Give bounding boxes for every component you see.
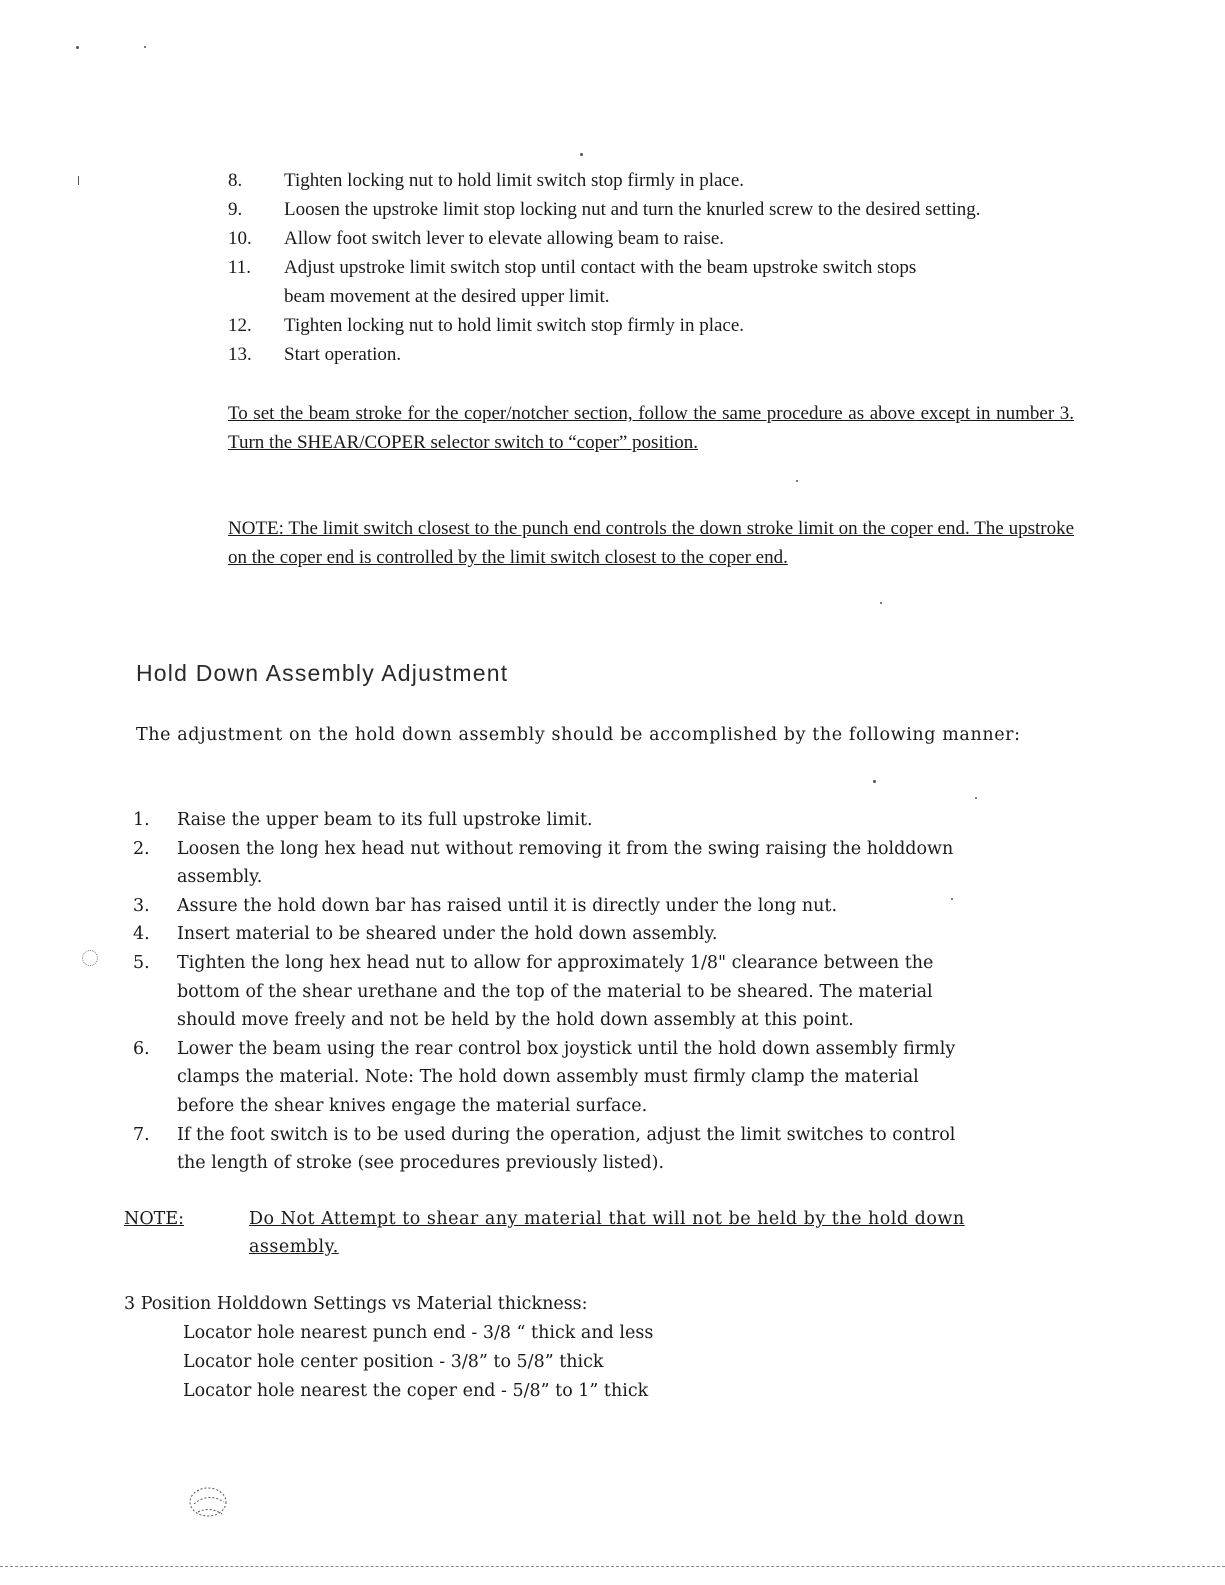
step-line: Adjust upstroke limit switch stop until contact with the beam upstroke switch stops [284, 257, 917, 278]
step-item [228, 311, 1128, 340]
step-text [177, 1121, 1063, 1178]
step-line: Raise the upper beam to its full upstroke limit. [177, 810, 593, 830]
step-text [177, 835, 1063, 892]
scan-speck [76, 46, 79, 49]
step-text [278, 253, 1128, 311]
step-number: 11. [228, 257, 252, 278]
step-item [228, 195, 1128, 224]
scan-speck [873, 780, 876, 783]
step-line: Allow foot switch lever to elevate allowing beam to raise. [284, 228, 725, 249]
hold-down-steps-list [133, 806, 1063, 1178]
step-item [228, 166, 1128, 195]
step-line: beam movement at the desired upper limit. [284, 286, 610, 307]
step-item [133, 892, 1063, 921]
step-number: 7. [133, 1124, 150, 1145]
step-text [278, 311, 1128, 340]
settings-item: Locator hole center position - 3/8” to 5/8” thick [183, 1352, 604, 1372]
step-item [228, 253, 1128, 311]
step-item [133, 1121, 1063, 1178]
step-line: Tighten locking nut to hold limit switch stop firmly in place. [284, 170, 745, 191]
step-line: assembly. [177, 867, 263, 888]
scan-speck [796, 480, 798, 482]
step-line: before the shear knives engage the material surface. [177, 1095, 648, 1116]
scan-speck [78, 176, 79, 185]
step-line: Loosen the long hex head nut without removing it from the swing raising the holddown [177, 838, 954, 859]
step-number: 13. [228, 344, 252, 365]
step-text [177, 806, 1063, 835]
warning-note-label: NOTE: [124, 1209, 185, 1229]
step-line: the length of stroke (see procedures previously listed). [177, 1153, 665, 1174]
step-text [177, 949, 1063, 1035]
warning-note-text [124, 1205, 1084, 1261]
holddown-settings [124, 1290, 1024, 1406]
scan-speck [580, 153, 583, 156]
step-line: Loosen the upstroke limit stop locking nut and turn the knurled screw to the desired setting. [284, 199, 981, 220]
step-text [278, 224, 1128, 253]
settings-heading: 3 Position Holddown Settings vs Material thickness: [124, 1294, 588, 1314]
step-text [177, 1035, 1063, 1121]
step-text [177, 892, 1063, 921]
step-line: Start operation. [284, 344, 402, 365]
step-number: 9. [228, 199, 243, 220]
settings-item: Locator hole nearest the coper end - 5/8” to 1” thick [183, 1381, 649, 1401]
step-line: bottom of the shear urethane and the top of the material to be sheared. The material [177, 981, 933, 1002]
step-line: clamps the material. Note: The hold down assembly must firmly clamp the material [177, 1067, 919, 1088]
scan-stamp-mark [186, 1484, 232, 1522]
step-number: 1. [133, 810, 150, 830]
step-text [177, 920, 1063, 949]
step-number: 10. [228, 228, 252, 249]
coper-stroke-paragraph: To set the beam stroke for the coper/notcher section, follow the same procedure as above except in number 3. Turn the SHEAR/COPER selector switch to “coper” position. [228, 403, 1074, 453]
step-line: Assure the hold down bar has raised until it is directly under the long nut. [177, 895, 838, 916]
step-item [133, 835, 1063, 892]
step-line: Tighten the long hex head nut to allow for approximately 1/8" clearance between the [177, 952, 934, 973]
warning-note-line: assembly. [249, 1237, 339, 1257]
step-number: 3. [133, 895, 150, 916]
step-line: Insert material to be sheared under the hold down assembly. [177, 924, 718, 945]
step-line: Lower the beam using the rear control box joystick until the hold down assembly firmly [177, 1038, 956, 1059]
step-item [133, 1035, 1063, 1121]
step-number: 12. [228, 315, 252, 336]
step-item [133, 920, 1063, 949]
intro-paragraph: The adjustment on the hold down assembly should be accomplished by the following manner: [136, 725, 1021, 745]
step-text [278, 195, 1128, 224]
step-number: 4. [133, 924, 150, 945]
warning-note-line: Do Not Attempt to shear any material that will not be held by the hold down [249, 1209, 965, 1229]
step-item [228, 340, 1128, 369]
step-line: should move freely and not be held by the hold down assembly at this point. [177, 1010, 854, 1031]
step-text [278, 166, 1128, 195]
page-bottom-rule [0, 1566, 1225, 1567]
settings-item: Locator hole nearest punch end - 3/8 “ thick and less [183, 1323, 654, 1343]
limit-switch-note: NOTE: The limit switch closest to the punch end controls the down stroke limit on the coper end. The upstroke on the coper end is controlled by the limit switch closest to the coper end. [228, 518, 1074, 568]
step-line: Tighten locking nut to hold limit switch stop firmly in place. [284, 315, 745, 336]
scan-speck [880, 602, 882, 604]
step-number: 2. [133, 838, 150, 859]
step-text [278, 340, 1128, 369]
scan-speck [144, 46, 146, 48]
step-item [228, 224, 1128, 253]
step-line: If the foot switch is to be used during the operation, adjust the limit switches to control [177, 1124, 956, 1145]
step-item [133, 806, 1063, 835]
scan-speck [951, 898, 953, 900]
scan-speck [82, 950, 98, 966]
step-item [133, 949, 1063, 1035]
step-number: 8. [228, 170, 243, 191]
step-number: 6. [133, 1038, 150, 1059]
step-number: 5. [133, 952, 150, 973]
scan-speck [975, 797, 977, 799]
top-steps-list [228, 166, 1128, 369]
warning-note [124, 1205, 1084, 1261]
section-title: Hold Down Assembly Adjustment [136, 660, 509, 686]
